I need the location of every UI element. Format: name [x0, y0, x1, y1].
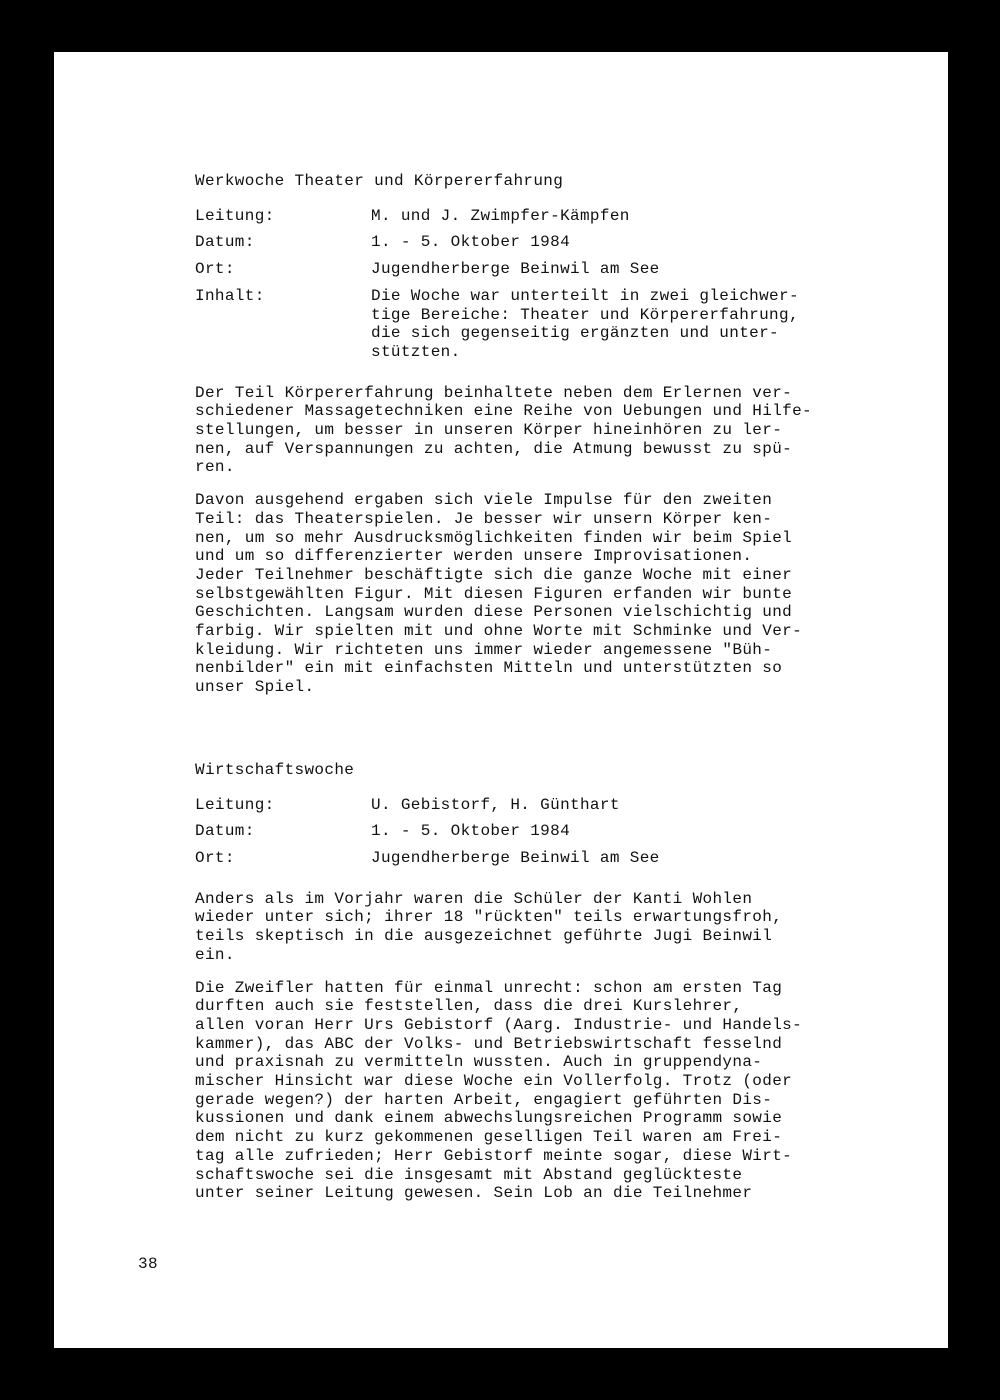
text-line: durften auch sie feststellen, dass die drei Kurslehrer,	[195, 997, 743, 1016]
field-leitung	[195, 207, 895, 226]
text-line: mischer Hinsicht war diese Woche ein Vollerfolg. Trotz (oder	[195, 1072, 793, 1091]
page-number: 38	[138, 1255, 158, 1273]
field-leitung	[195, 796, 895, 815]
text-line: kussionen und dank einem abwechslungsreichen Programm sowie	[195, 1109, 783, 1128]
text-line: nen, auf Verspannungen zu achten, die Atmung bewusst zu spü-	[195, 439, 793, 458]
text-line: und praxisnah zu vermitteln wussten. Auch in gruppendyna-	[195, 1053, 763, 1072]
text-line: Davon ausgehend ergaben sich viele Impulse für den zweiten	[195, 491, 773, 510]
field-ort	[195, 849, 895, 868]
paragraph	[195, 384, 895, 478]
section-wirtschaft	[195, 761, 895, 1203]
text-line: Der Teil Körpererfahrung beinhaltete neben dem Erlernen ver-	[195, 383, 793, 402]
section-title: Wirtschaftswoche	[195, 760, 355, 779]
text-line: unser Spiel.	[195, 678, 315, 697]
text-line: 1. - 5. Oktober 1984	[371, 233, 571, 252]
field-label: Leitung:	[195, 795, 275, 814]
text-line: dem nicht zu kurz gekommenen geselligen Teil waren am Frei-	[195, 1128, 783, 1147]
text-line: die sich gegenseitig ergänzten und unter-	[371, 324, 780, 343]
text-line: Die Zweifler hatten für einmal unrecht: schon am ersten Tag	[195, 978, 783, 997]
text-line: Jugendherberge Beinwil am See	[371, 260, 660, 279]
text-line: Die Woche war unterteilt in zwei gleichwer-	[371, 286, 799, 305]
text-line: selbstgewählten Figur. Mit diesen Figuren erfanden wir bunte	[195, 584, 793, 603]
text-line: ein.	[195, 945, 235, 964]
field-value	[371, 287, 895, 362]
text-line: tige Bereiche: Theater und Körpererfahrung,	[371, 305, 799, 324]
text-line: 1. - 5. Oktober 1984	[371, 822, 571, 841]
field-label: Ort:	[195, 848, 235, 867]
text-line: ren.	[195, 458, 235, 477]
field-value	[371, 233, 895, 252]
text-line: allen voran Herr Urs Gebistorf (Aarg. Industrie- und Handels-	[195, 1015, 803, 1034]
text-line: nenbilder" ein mit einfachsten Mitteln und unterstützten so	[195, 659, 783, 678]
text-line: teils skeptisch in die ausgezeichnet geführte Jugi Beinwil	[195, 927, 773, 946]
text-line: wieder unter sich; ihrer 18 "rückten" teils erwartungsfroh,	[195, 908, 783, 927]
field-label: Datum:	[195, 233, 255, 252]
text-line: kammer), das ABC der Volks- und Betriebswirtschaft fesselnd	[195, 1034, 783, 1053]
paragraph	[195, 491, 895, 697]
text-line: tag alle zufrieden; Herr Gebistorf meinte sogar, diese Wirt-	[195, 1146, 793, 1165]
text-line: und um so differenzierter werden unsere Improvisationen.	[195, 547, 753, 566]
paragraph	[195, 979, 895, 1203]
field-label: Leitung:	[195, 206, 275, 225]
text-line: Teil: das Theaterspielen. Je besser wir unsern Körper ken-	[195, 509, 773, 528]
field-value	[371, 849, 895, 868]
section-theater	[195, 172, 895, 697]
field-value	[371, 796, 895, 815]
text-line: Jeder Teilnehmer beschäftigte sich die ganze Woche mit einer	[195, 565, 793, 584]
text-line: M. und J. Zwimpfer-Kämpfen	[371, 206, 630, 225]
text-line: stellungen, um besser in unseren Körper hineinhören zu ler-	[195, 421, 783, 440]
field-datum	[195, 233, 895, 252]
section-title: Werkwoche Theater und Körpererfahrung	[195, 172, 564, 190]
text-line: stützten.	[371, 342, 461, 361]
text-line: farbig. Wir spielten mit und ohne Worte mit Schminke und Ver-	[195, 622, 803, 641]
document-page	[54, 52, 948, 1348]
text-line: schaftswoche sei die insgesamt mit Abstand geglückteste	[195, 1165, 743, 1184]
text-line: Jugendherberge Beinwil am See	[371, 848, 660, 867]
field-value	[371, 260, 895, 279]
page-content	[195, 172, 895, 1203]
text-line: gerade wegen?) der harten Arbeit, engagiert geführten Dis-	[195, 1090, 773, 1109]
text-line: Geschichten. Langsam wurden diese Personen vielschichtig und	[195, 603, 793, 622]
field-inhalt	[195, 287, 895, 362]
field-value	[371, 207, 895, 226]
field-label: Datum:	[195, 822, 255, 841]
paragraph	[195, 890, 895, 965]
text-line: Anders als im Vorjahr waren die Schüler der Kanti Wohlen	[195, 889, 753, 908]
text-line: U. Gebistorf, H. Günthart	[371, 795, 620, 814]
text-line: kleidung. Wir richteten uns immer wieder angemessene "Büh-	[195, 640, 773, 659]
text-line: unter seiner Leitung gewesen. Sein Lob an die Teilnehmer	[195, 1184, 753, 1203]
field-label: Inhalt:	[195, 286, 265, 305]
text-line: nen, um so mehr Ausdrucksmöglichkeiten finden wir beim Spiel	[195, 528, 793, 547]
field-datum	[195, 822, 895, 841]
field-label: Ort:	[195, 260, 235, 279]
text-line: schiedener Massagetechniken eine Reihe von Uebungen und Hilfe-	[195, 402, 812, 421]
field-value	[371, 822, 895, 841]
field-ort	[195, 260, 895, 279]
